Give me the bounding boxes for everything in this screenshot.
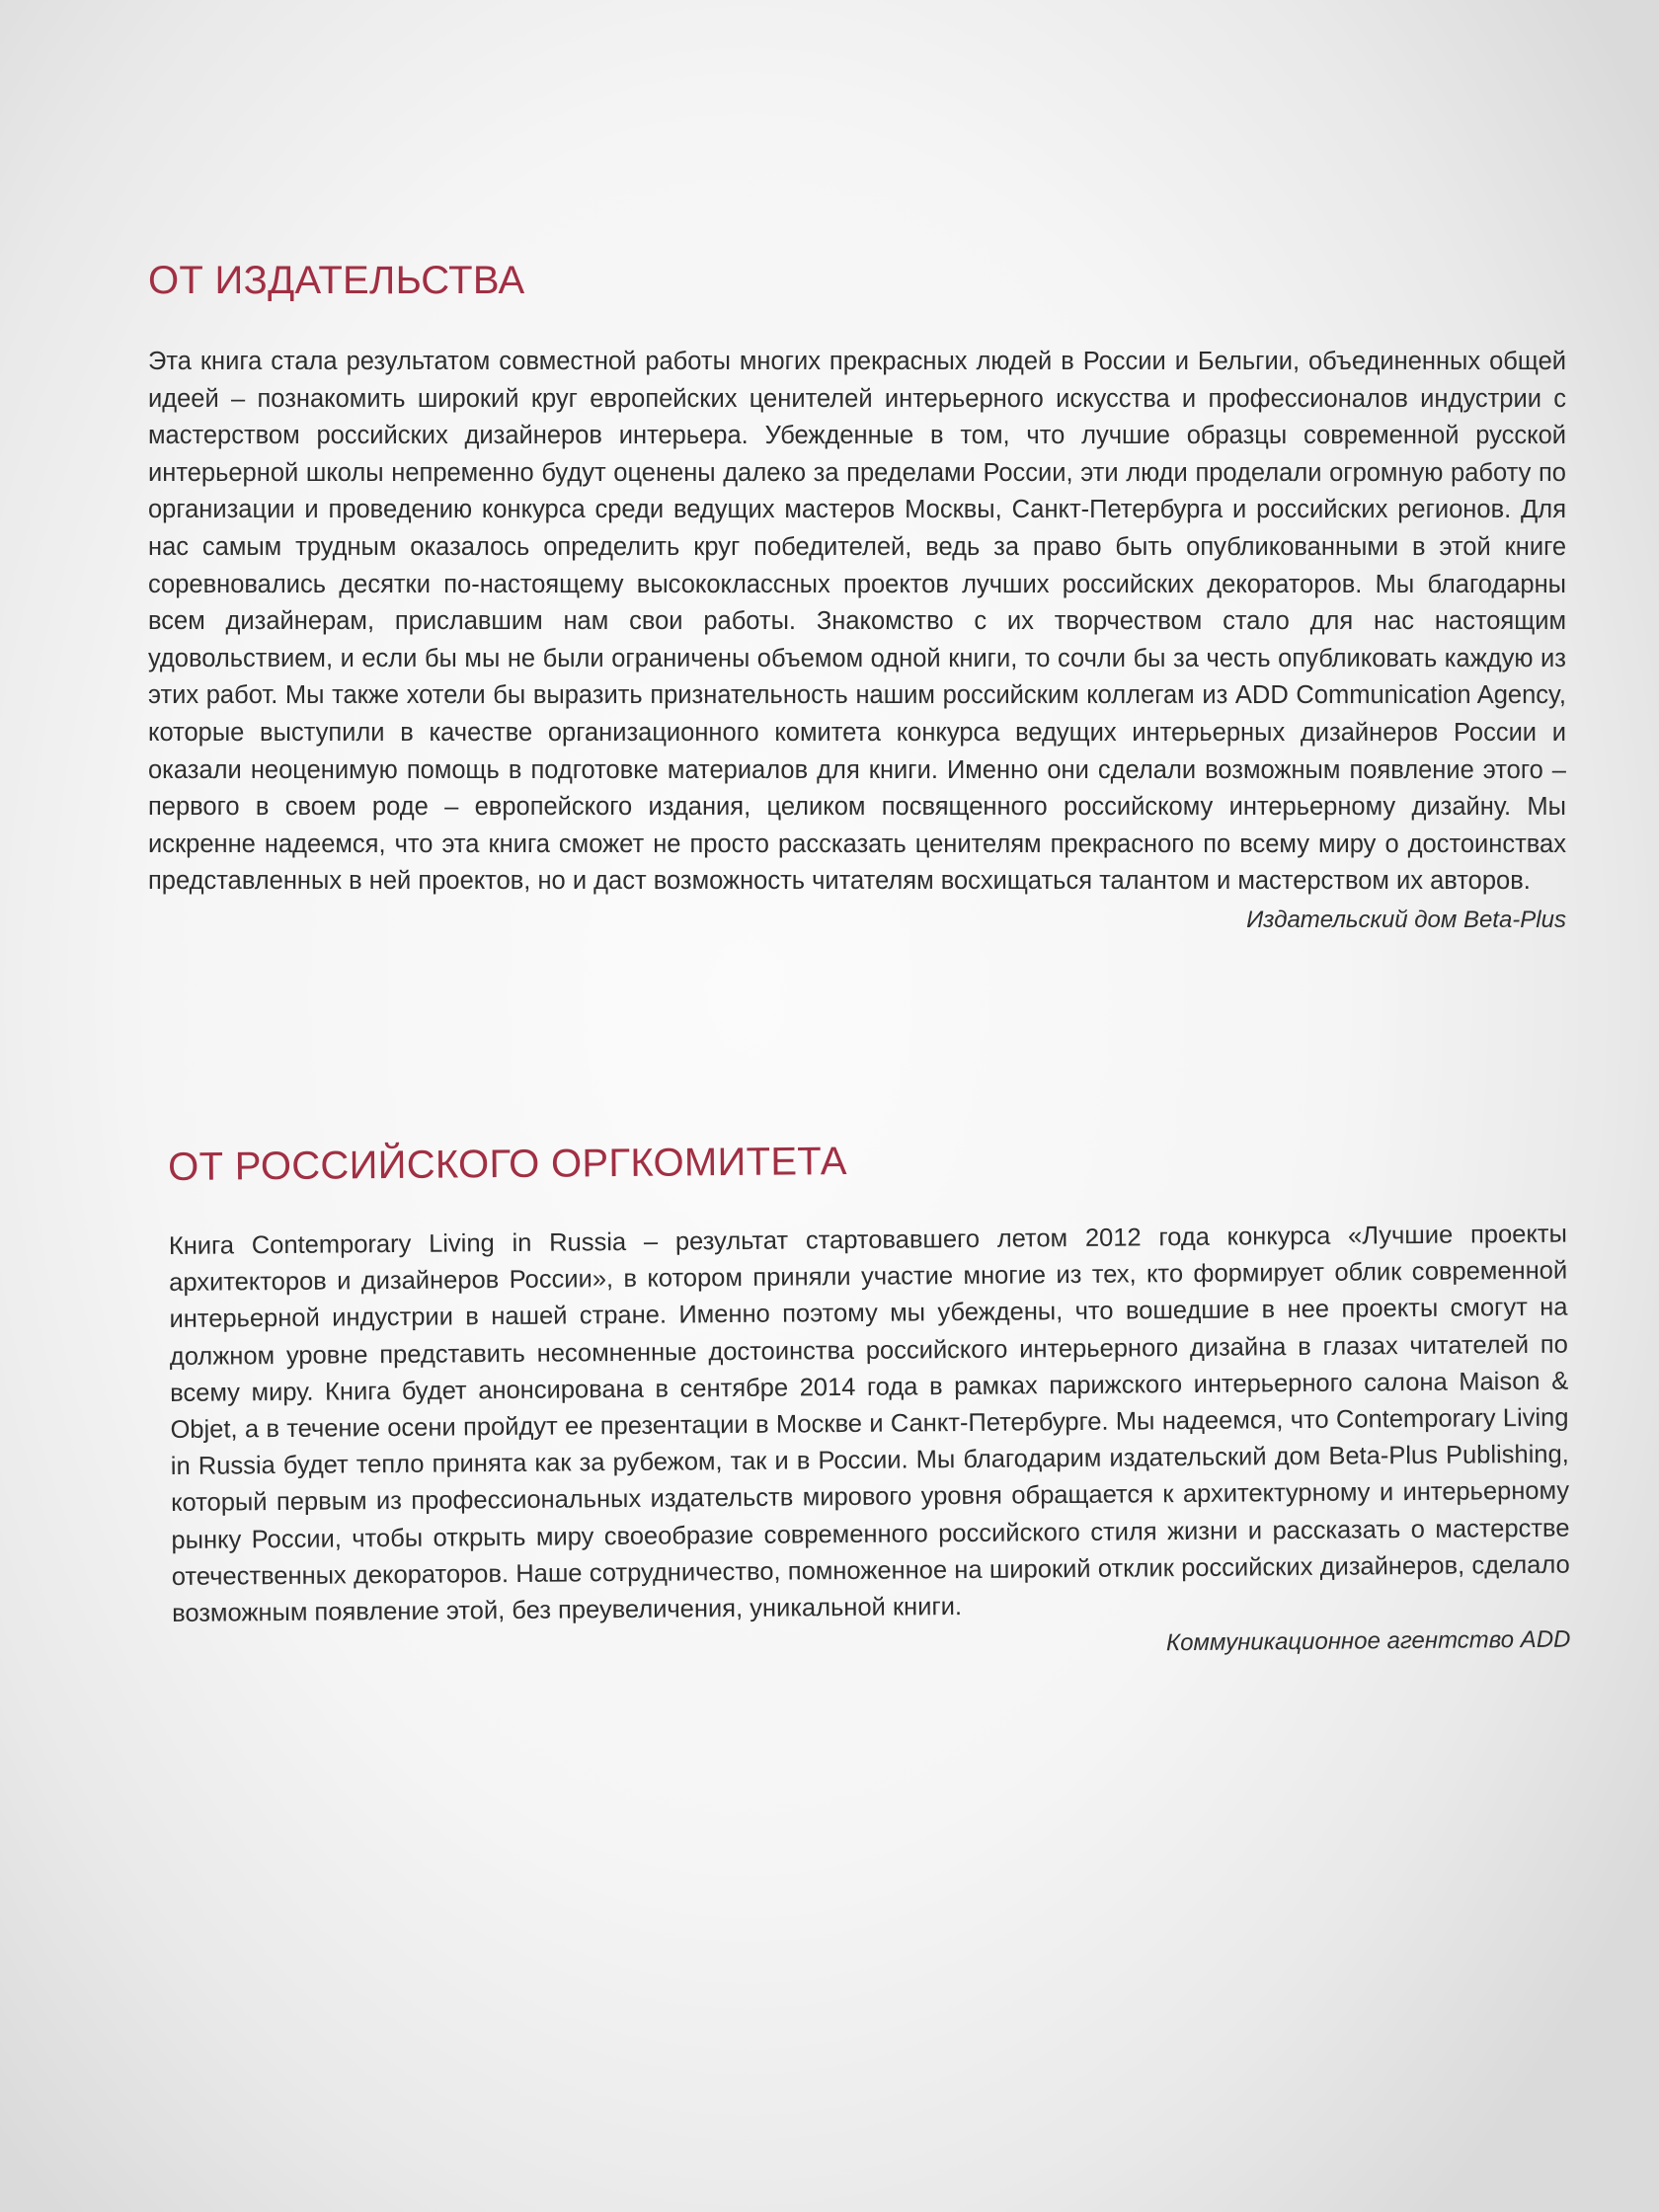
publisher-foreword-section bbox=[148, 259, 1566, 936]
committee-foreword-heading: ОТ РОССИЙСКОГО ОРГКОМИТЕТА bbox=[168, 1140, 847, 1189]
publisher-foreword-heading: ОТ ИЗДАТЕЛЬСТВА bbox=[148, 259, 525, 302]
committee-foreword-body: Книга Contemporary Living in Russia – результат стартовавшего летом 2012 года конкурса «Лучшие проекты архитекторов и дизайнеров России», в котором приняли участие многие из тех, кто формирует облик современной интерьерной индустрии в нашей стране. Именно поэтому мы убеждены, что вошедшие в нее проекты смогут на должном уровне представить несомненные достоинства российского интерьерного дизайна в глазах читателей по всему миру. Книга будет анонсирована в сентябре 2014 года в рамках парижского интерьерного салона Maison & Objet, а в течение осени пройдут ее презентации в Москве и Санкт-Петербурге. Мы надеемся, что Contemporary Living in Russia будет тепло принята как за рубежом, так и в России. Мы благодарим издательский дом Beta-Plus Publishing, который первым из профессиональных издательств мирового уровня обращается к архитектурному и интерьерному рынку России, чтобы открыть миру своеобразие современного российского стиля жизни и рассказать о мастерстве отечественных декораторов. Наше сотрудничество, помноженное на широкий отклик российских дизайнеров, сделало возможным появление этой, без преувеличения, уникальной книги. bbox=[168, 1220, 1570, 1628]
committee-foreword-signature: Коммуникационное агентство ADD bbox=[1165, 1625, 1571, 1657]
publisher-foreword-body: Эта книга стала результатом совместной работы многих прекрасных людей в России и Бельгии, объединенных общей идеей – познакомить широкий круг европейских ценителей интерьерного искусства и профессионалов индустрии с мастерством российских дизайнеров интерьера. Убежденные в том, что лучшие образцы современной русской интерьерной школы непременно будут оценены далеко за пределами России, эти люди проделали огромную работу по организации и проведению конкурса среди ведущих мастеров Москвы, Санкт-Петербурга и российских регионов. Для нас самым трудным оказалось определить круг победителей, ведь за право быть опубликованными в этой книге соревновались десятки по-настоящему высококлассных проектов лучших российских декораторов. Мы благодарны всем дизайнерам, приславшим нам свои работы. Знакомство с их творчеством стало для нас настоящим удовольствием, и если бы мы не были ограничены объемом одной книги, то сочли бы за честь опубликовать каждую из этих работ. Мы также хотели бы выразить признательность нашим российским коллегам из ADD Communication Agency, которые выступили в качестве организационного комитета конкурса ведущих интерьерных дизайнеров России и оказали неоценимую помощь в подготовке материалов для книги. Именно они сделали возможным появление этого – первого в своем роде – европейского издания, целиком посвященного российскому интерьерному дизайну. Мы искренне надеемся, что эта книга сможет не просто рассказать ценителям прекрасного по всему миру о достоинствах представленных в ней проектов, но и даст возможность читателям восхищаться талантом и мастерством их авторов. bbox=[148, 348, 1566, 896]
publisher-foreword-signature: Издательский дом Beta-Plus bbox=[1246, 906, 1566, 933]
committee-foreword-section bbox=[168, 1134, 1571, 1669]
